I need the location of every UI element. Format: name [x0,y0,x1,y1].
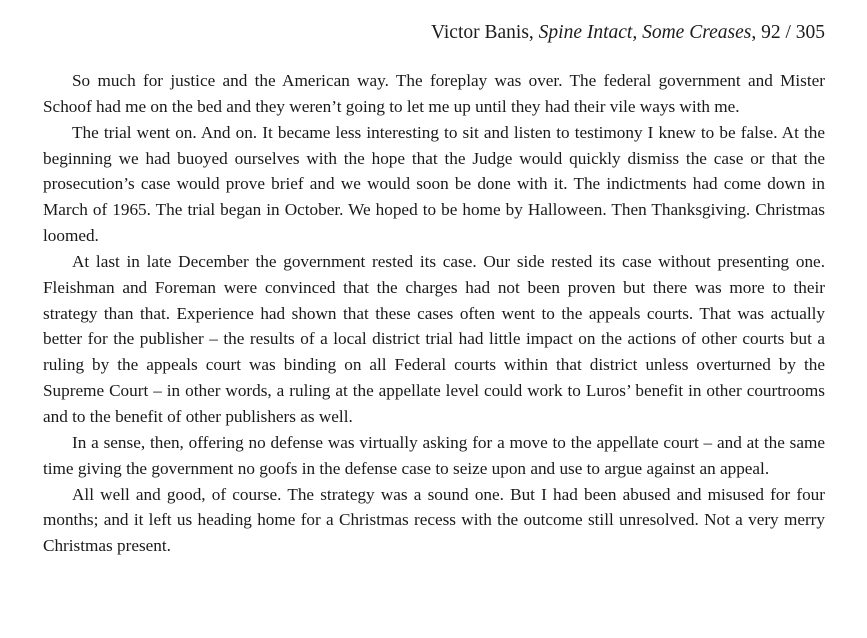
paragraph: The trial went on. And on. It became less interesting to sit and listen to testimony I knew to be false. At the beginning we had buoyed ourselves with the hope that the Judge would quickly dismiss the case or that the prosecution’s case would prove brief and we would soon be done with it. The indictments had come down in March of 1965. The trial began in October. We hoped to be home by Halloween. Then Thanksgiving. Christmas loomed. [43,122,825,246]
body-text-block [43,68,825,559]
running-head [43,20,825,46]
running-head-author: Victor Banis, [430,22,534,43]
paragraph: All well and good, of course. The strategy was a sound one. But I had been abused and misused for four months; and it left us heading home for a Christmas recess with the outcome still unresolved. Not a very merry Christmas present. [43,484,825,556]
paragraph: In a sense, then, offering no defense was virtually asking for a move to the appellate court – and at the same time giving the government no goofs in the defense case to seize upon and use to argue against an appeal. [43,432,825,478]
running-head-book-title: Spine Intact, Some Creases [538,22,752,43]
paragraph: So much for justice and the American way. The foreplay was over. The federal government and Mister Schoof had me on the bed and they weren’t going to let me up until they had their vile ways with me. [43,71,825,116]
running-head-separator: , [751,22,757,43]
page-folio: 92 / 305 [761,22,825,43]
paragraph: At last in late December the government rested its case. Our side rested its case without presenting one. Fleishman and Foreman were convinced that the charges had not been proven but there was more to their strategy than that. Experience had shown that these cases often went to the appeals courts. That was actually better for the publisher – the results of a local district trial had little impact on the actions of other courts but a ruling by the appeals court was binding on all Federal courts within that district unless overturned by the Supreme Court – in other words, a ruling at the appellate level could work to Luros’ benefit in other courtrooms and to the benefit of other publishers as well. [43,251,825,426]
